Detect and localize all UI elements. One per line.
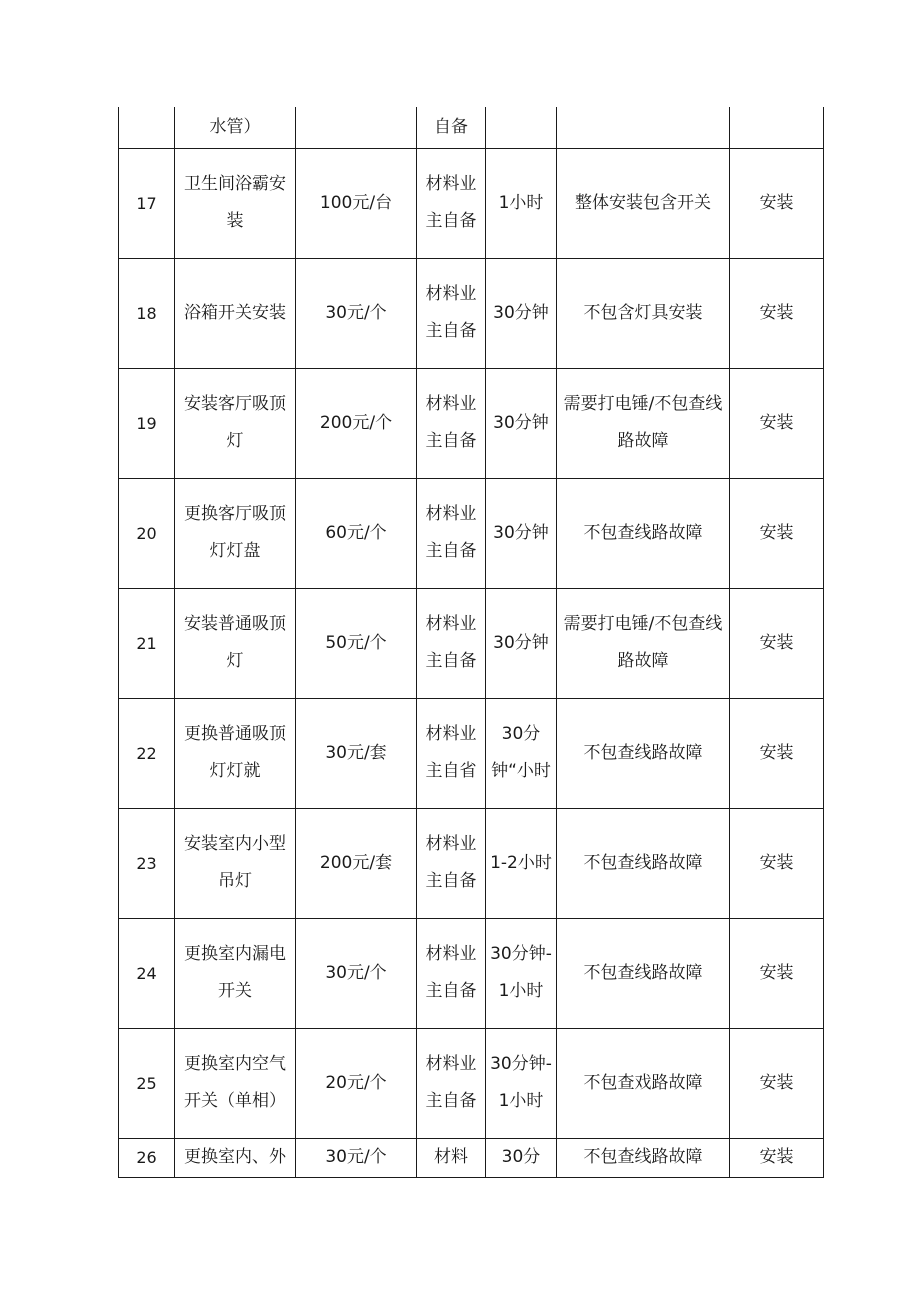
service-type: 安装 (759, 632, 794, 653)
row-number-cell (119, 918, 175, 1028)
material-note: 材料业主自备 (425, 944, 477, 1001)
row-number-cell (119, 1138, 175, 1177)
row-number: 18 (136, 303, 157, 323)
duration: 30分钟-1小时 (490, 944, 552, 1001)
service-item-cell (175, 368, 296, 478)
service-item: 水管） (209, 116, 261, 137)
unit-price: 30元/个 (325, 302, 387, 323)
row-number: 17 (136, 193, 157, 213)
table-row (119, 588, 824, 698)
service-item: 更换室内漏电开关 (184, 944, 286, 1001)
remark: 不包查线路故障 (583, 522, 703, 543)
duration-cell (486, 698, 557, 808)
service-item: 更换客厅吸顶灯灯盘 (184, 504, 286, 561)
duration: 30分 (501, 1147, 541, 1167)
duration: 30分钟-1小时 (490, 1054, 552, 1111)
remark: 不包查线路故障 (583, 962, 703, 983)
material-note: 材料业主自备 (425, 284, 477, 341)
service-item-cell (175, 107, 296, 148)
remark-cell (557, 107, 730, 148)
row-number-cell (119, 148, 175, 258)
row-number: 24 (136, 963, 157, 983)
row-number-cell (119, 258, 175, 368)
service-type-cell (730, 148, 824, 258)
row-number: 20 (136, 523, 157, 543)
remark-cell (557, 258, 730, 368)
material-note-cell (417, 808, 486, 918)
material-note: 材料业主自备 (425, 504, 477, 561)
material-note-cell (417, 107, 486, 148)
remark: 需要打电锤/不包查线路故障 (563, 614, 723, 671)
service-type: 安装 (759, 1147, 794, 1167)
table-row (119, 1028, 824, 1138)
service-item-cell (175, 148, 296, 258)
remark-cell (557, 478, 730, 588)
remark: 不包含灯具安装 (583, 302, 703, 323)
service-item: 安装普通吸顶灯 (184, 614, 286, 671)
service-type-cell (730, 698, 824, 808)
row-number: 23 (136, 853, 157, 873)
material-note-cell (417, 478, 486, 588)
unit-price: 100元/台 (319, 192, 393, 213)
material-note: 材料业主自省 (425, 724, 477, 781)
unit-price: 30元/个 (325, 962, 387, 983)
service-item-cell (175, 588, 296, 698)
duration-cell (486, 1138, 557, 1177)
unit-price-cell (296, 698, 417, 808)
service-type-cell (730, 368, 824, 478)
duration: 30分钟 (493, 632, 549, 653)
remark-cell (557, 368, 730, 478)
service-type: 安装 (759, 852, 794, 873)
row-number-cell (119, 1028, 175, 1138)
unit-price-cell (296, 1138, 417, 1177)
service-type: 安装 (759, 962, 794, 983)
service-item: 卫生间浴霸安装 (184, 174, 286, 231)
unit-price: 30元/个 (325, 1147, 387, 1167)
duration-cell (486, 478, 557, 588)
material-note-cell (417, 918, 486, 1028)
material-note: 自备 (434, 116, 468, 137)
service-item: 更换普通吸顶灯灯就 (184, 724, 286, 781)
material-note: 材料业主自备 (425, 174, 477, 231)
table-row (119, 148, 824, 258)
service-type: 安装 (759, 192, 794, 213)
service-type-cell (730, 808, 824, 918)
service-type-cell (730, 588, 824, 698)
unit-price-cell (296, 368, 417, 478)
service-type-cell (730, 1028, 824, 1138)
service-item-cell (175, 1028, 296, 1138)
unit-price: 200元/个 (319, 412, 393, 433)
unit-price-cell (296, 588, 417, 698)
row-number: 22 (136, 743, 157, 763)
unit-price-cell (296, 808, 417, 918)
table-row (119, 368, 824, 478)
remark-cell (557, 1028, 730, 1138)
service-item-cell (175, 918, 296, 1028)
row-number-cell (119, 588, 175, 698)
table-row (119, 1138, 824, 1177)
remark-cell (557, 808, 730, 918)
service-type-cell (730, 918, 824, 1028)
remark: 不包查线路故障 (583, 852, 703, 873)
remark: 整体安装包含开关 (575, 192, 711, 213)
duration-cell (486, 368, 557, 478)
service-type: 安装 (759, 1072, 794, 1093)
table-row (119, 808, 824, 918)
material-note: 材料业主自备 (425, 834, 477, 891)
service-item: 更换室内空气开关（单相） (184, 1054, 286, 1111)
material-note-cell (417, 148, 486, 258)
duration-cell (486, 148, 557, 258)
unit-price-cell (296, 1028, 417, 1138)
duration-cell (486, 918, 557, 1028)
service-type-cell (730, 478, 824, 588)
row-number: 19 (136, 413, 157, 433)
row-number-cell (119, 808, 175, 918)
service-price-table (118, 107, 824, 1178)
material-note: 材料业主自备 (425, 1054, 477, 1111)
row-number-cell (119, 698, 175, 808)
duration: 30分钟 (493, 412, 549, 433)
material-note: 材料业主自备 (425, 394, 477, 451)
duration-cell (486, 808, 557, 918)
service-type-cell (730, 1138, 824, 1177)
material-note-cell (417, 1028, 486, 1138)
material-note-cell (417, 1138, 486, 1177)
unit-price: 30元/套 (325, 742, 387, 763)
material-note-cell (417, 368, 486, 478)
row-number: 21 (136, 633, 157, 653)
service-item: 浴箱开关安装 (184, 302, 286, 323)
remark-cell (557, 588, 730, 698)
unit-price-cell (296, 918, 417, 1028)
service-item-cell (175, 808, 296, 918)
unit-price-cell (296, 258, 417, 368)
unit-price: 200元/套 (319, 852, 393, 873)
table-body (119, 107, 824, 1177)
service-item-cell (175, 258, 296, 368)
table-row (119, 258, 824, 368)
material-note: 材料业主自备 (425, 614, 477, 671)
table-row (119, 698, 824, 808)
table-row (119, 107, 824, 148)
service-type: 安装 (759, 302, 794, 323)
duration-cell (486, 588, 557, 698)
table-row (119, 918, 824, 1028)
duration: 1小时 (498, 192, 544, 213)
price-table-page (118, 107, 823, 1178)
service-item-cell (175, 478, 296, 588)
duration: 30分钟 (493, 302, 549, 323)
service-type: 安装 (759, 412, 794, 433)
duration-cell (486, 258, 557, 368)
unit-price-cell (296, 478, 417, 588)
remark: 需要打电锤/不包查线路故障 (563, 394, 723, 451)
remark: 不包查戏路故障 (583, 1072, 703, 1093)
service-item: 安装室内小型吊灯 (184, 834, 286, 891)
remark: 不包查线路故障 (583, 1147, 703, 1167)
row-number-cell (119, 368, 175, 478)
table-row (119, 478, 824, 588)
duration: 30分钟 (493, 522, 549, 543)
duration: 30分钟“小时 (491, 724, 551, 781)
service-item-cell (175, 1138, 296, 1177)
service-type-cell (730, 107, 824, 148)
duration-cell (486, 107, 557, 148)
row-number-cell (119, 107, 175, 148)
duration: 1-2小时 (490, 852, 552, 873)
material-note: 材料 (434, 1147, 468, 1167)
material-note-cell (417, 698, 486, 808)
service-item: 安装客厅吸顶灯 (184, 394, 286, 451)
remark-cell (557, 148, 730, 258)
unit-price: 20元/个 (325, 1072, 387, 1093)
unit-price: 60元/个 (325, 522, 387, 543)
service-type: 安装 (759, 742, 794, 763)
unit-price-cell (296, 148, 417, 258)
material-note-cell (417, 258, 486, 368)
remark-cell (557, 1138, 730, 1177)
unit-price: 50元/个 (325, 632, 387, 653)
service-item: 更换室内、外 (184, 1147, 286, 1167)
service-item-cell (175, 698, 296, 808)
service-type-cell (730, 258, 824, 368)
material-note-cell (417, 588, 486, 698)
service-type: 安装 (759, 522, 794, 543)
remark-cell (557, 698, 730, 808)
unit-price-cell (296, 107, 417, 148)
row-number: 25 (136, 1073, 157, 1093)
remark: 不包查线路故障 (583, 742, 703, 763)
duration-cell (486, 1028, 557, 1138)
row-number: 26 (136, 1148, 157, 1167)
remark-cell (557, 918, 730, 1028)
row-number-cell (119, 478, 175, 588)
